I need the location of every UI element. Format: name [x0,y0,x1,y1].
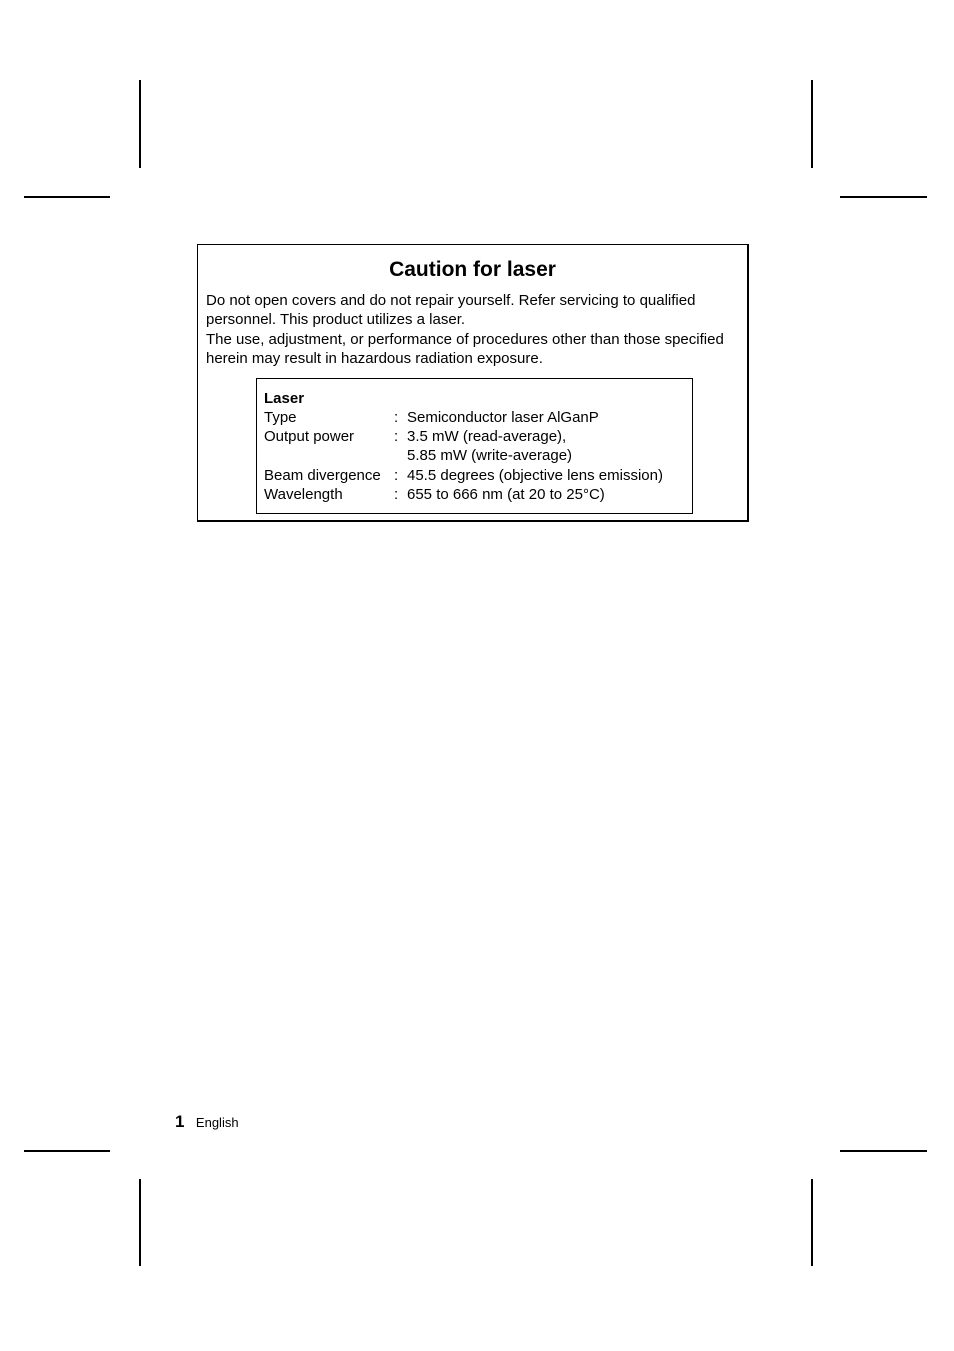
spec-value: Semiconductor laser AlGanP [407,409,599,426]
caution-box [197,244,749,522]
spec-values [407,427,684,465]
crop-mark-bottom-left-vertical [139,1179,141,1266]
crop-mark-top-right-vertical [811,80,813,168]
caution-paragraph-1: Do not open covers and do not repair yourself. Refer servicing to qualified personnel. This product utilizes a laser. [206,292,696,329]
crop-mark-top-left-horizontal [24,196,110,198]
spec-value: 655 to 666 nm (at 20 to 25°C) [407,485,605,503]
spec-values [407,485,684,504]
laser-spec-heading: Laser [264,390,305,407]
laser-spec-box [256,378,693,514]
spec-label: Wavelength [264,485,343,503]
page-footer [175,1112,239,1132]
crop-mark-bottom-right-horizontal [840,1150,927,1152]
crop-mark-top-left-vertical [139,80,141,168]
caution-paragraph-2: The use, adjustment, or performance of procedures other than those specified herein may result in hazardous radiation exposure. [206,330,724,368]
spec-label: Beam divergence [264,466,381,484]
crop-mark-bottom-right-vertical [811,1179,813,1266]
footer-language: English [195,1115,239,1130]
spec-value: 5.85 mW (write-average) [407,447,573,465]
spec-values [407,408,684,427]
caution-body [206,291,742,369]
caution-title: Caution for laser [389,258,556,281]
spec-colon: : [394,409,399,426]
spec-row-wavelength [264,485,684,504]
spec-label: Output power [264,428,355,446]
spec-label: Type [264,409,297,426]
laser-spec-list [264,408,684,504]
spec-row-beam-divergence [264,466,684,485]
page-number: 1 [175,1112,185,1131]
spec-value: 3.5 mW (read-average), [407,428,567,446]
spec-colon: : [394,485,399,503]
crop-mark-top-right-horizontal [840,196,927,198]
spec-colon: : [394,428,399,446]
crop-mark-bottom-left-horizontal [24,1150,110,1152]
spec-values [407,466,684,485]
spec-row-type [264,408,684,427]
spec-colon: : [394,466,399,484]
spec-value: 45.5 degrees (objective lens emission) [407,466,663,484]
spec-row-output-power [264,427,684,465]
